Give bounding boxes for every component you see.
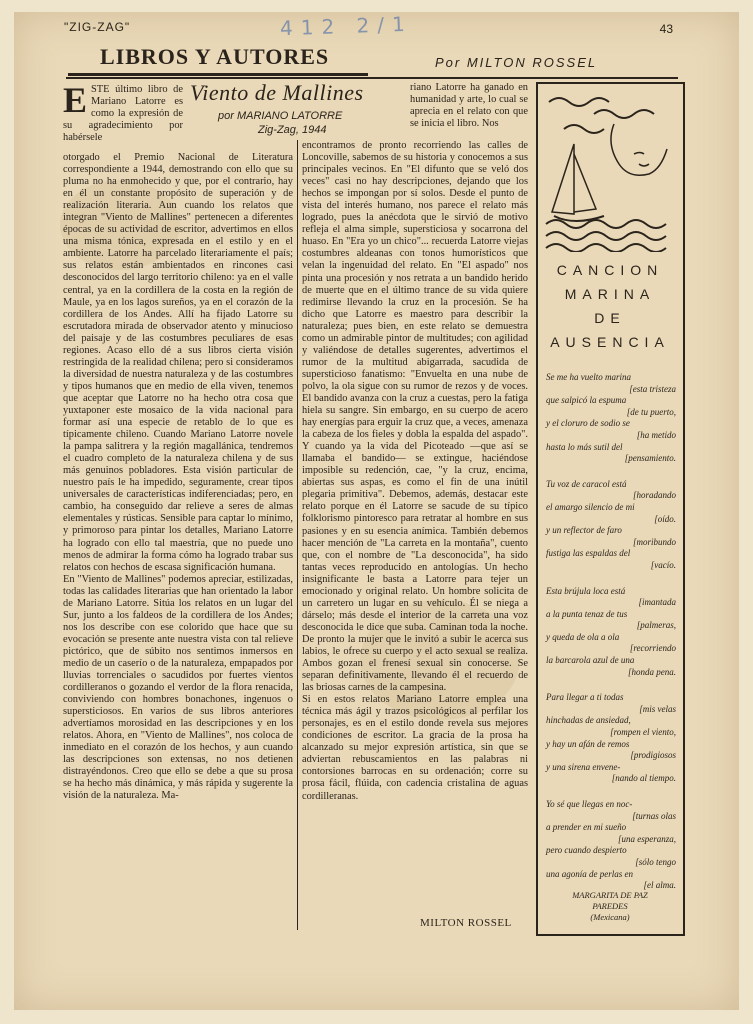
drop-cap: E [63, 80, 88, 120]
running-head: "ZIG-ZAG" [64, 20, 131, 34]
poem-line: [prodigiosos [630, 750, 676, 761]
poem-stanza [546, 692, 676, 785]
poem-line: hasta lo más sutil del [546, 441, 623, 452]
body-paragraph: Si en estos relatos Mariano Latorre emplea una técnica más ágil y trazos psicológicos al perfilar los personajes, es en el estilo donde revela sus mejores condiciones de escritor. La gracia de la prosa ha alcanzado su mejor expresión artística, sin que se adviertan rebuscamientos en las palabras ni contorsiones barrocas en su ordenación; corre su prosa fácil, flúida, con cadencia cristalina de aguas cordilleranas. [302, 694, 528, 802]
poem-line: y una sirena envene- [546, 761, 621, 772]
body-paragraph: En "Viento de Mallines" podemos apreciar, estilizadas, todas las calidades literarias que han orientado la labor de Mariano Latorre. Sitúa los relatos en un lugar del Sur, junto a los faldeos de la cordillera de los Andes; nos los describe con ese colorido que hace que su evocación se presente ante nuestra vista con tal relieve pictórico, que de súbito nos sentimos inmersos en medio de un caserío o de la naturaleza, empapados por lluvias torrenciales o sacudidos por fuertes vientos cordilleranos o gozando el verdor de la flora renacida, conviviendo con hombres bonachones, ingenuos o supersticiosos. En varios de sus libros anteriores advertíamos morosidad en las descripciones y en los relatos. Ahora, en "Viento de Mallines", nos coloca de inmediato en el corazón de los hechos, y aun cuando las descripciones son extensas, no nos detienen distrayéndonos. Creo que ello se debe a que su prosa se ha hecho más dinámica, y más rápida y sugerente la visión de la naturaleza. Ma- [63, 573, 293, 802]
poem-line: [palmeras, [636, 620, 676, 631]
poem-line: [horadando [632, 490, 676, 501]
poem-stanza [546, 799, 676, 892]
poem-line: [moribundo [632, 536, 676, 547]
poem-line: [nando al tiempo. [611, 773, 676, 784]
poem-line: [honda pena. [628, 666, 676, 677]
poet-country: (Mexicana) [590, 912, 630, 922]
handwritten-note: 412 2/1 [279, 11, 414, 41]
poem-line: [sólo tengo [635, 856, 676, 867]
poem-stanza [546, 479, 676, 572]
poem-title-line: AUSENCIA [550, 334, 670, 350]
poem-line: a la punta tenaz de tus [546, 608, 628, 619]
review-signature: MILTON ROSSEL [420, 917, 512, 929]
poem-line: [pensamiento. [624, 453, 676, 464]
column-byline: Por MILTON ROSSEL [435, 55, 598, 70]
poem-line: [vacío. [650, 559, 676, 570]
lead-text: STE último libro de Mariano Latorre es como la expresión de su agradecimiento por habérsele [63, 84, 183, 143]
poem-line: [recorriendo [629, 643, 676, 654]
review-author-line: por MARIANO LATORRE [218, 110, 343, 122]
poem-line: y queda de ola a ola [546, 631, 620, 642]
poem-line: el amargo silencio de mi [546, 501, 635, 512]
poem-line: [mis velas [639, 703, 676, 714]
body-paragraph: encontramos de pronto recorriendo las calles de Loncoville, sabemos de su historia y conocemos a sus principales vecinos. En "El difunto que se veló dos veces" casi no hay descripciones, dejando que los hechos se impongan por sí solos. Desde el punto de vista del interés humano, nos parece el relato más logrado, pues la anécdota que le sirvió de motivo refleja el alma simple, supersticiosa y socarrona del huaso. En "Era yo un chico"... recuerda Latorre viejas costumbres aldeanas con tonos humorísticos que velan la ingenuidad del relato. En "El aspado" nos pinta una procesión y nos retrata a un bandido herido de muerte que en el último trance de su vida quiere redimirse llevando la cruz en la procesión. Se ha dicho que Latorre es maestro para describir la naturaleza; pues bien, en este relato se demuestra como un admirable pintor de multitudes; con agilidad y valiéndose de detalles sugerentes, advertimos el rumor de la multitud abigarrada, sacudida de supersticioso fanatismo: "Envuelta en una nube de polvo, la ola sigue con su rumor de rezos y de voces. El bandido avanza con la cruz a cuestas, pero la fatiga hiela su sangre. Sin embargo, en su cuerpo de acero hay energías para erguir la cruz que, a veces, amenaza la cabeza de los fieles y dobla la espalda del aspado". Y cuando ya la vida del Picoteado —que así se llamaba el bandido— se extingue, haciéndose imposible su redención, cae, "y la cruz, encima, abiertas sus aspas, es como el fin de una inútil plegaria primitiva". Debemos, además, destacar este relato porque en él Latorre se sacude de su típico folklorismo pintoresco para retratar al hombre en sus pasiones y en su esencia anímica. También debemos hacer mención de "La carreta en la montaña", cuento que, con el nombre de "La desconocida", ha sido tantas veces reproducido en antologías. Un hecho insignificante le basta a Latorre para tejer un emocionado y original relato. Un hombre solicita de un carretero un lugar en su vehículo. Él se niega a dárselo; más desde el interior de la carreta una voz desconocida le dice que suba. Caminan toda la noche. De pronto la mujer que le invitó a subir le acerca sus labios, le ofrece su cuerpo y el acto sexual se realiza. Ambos gozan el frenesí sexual sin conocerse. Se separan definitivamente, llevando él el recuerdo de las briosas carnes de la campesina. [302, 140, 528, 694]
poem-line: [turnas olas [632, 810, 676, 821]
poem-line: la barcarola azul de una [546, 655, 635, 666]
poem-line: una agonía de perlas en [546, 868, 633, 879]
column-divider [297, 140, 298, 930]
poet-name: MARGARITA DE PAZ [572, 890, 648, 900]
poem-line: [una esperanza, [618, 833, 676, 844]
poem-stanza [546, 586, 676, 679]
sailboat-face-illustration [544, 84, 678, 252]
poem-line: Para llegar a ti todas [546, 692, 624, 703]
poem-line: [imantada [638, 597, 676, 608]
poem-line: hinchadas de ansiedad, [546, 715, 631, 726]
column-2-lead: riano Latorre ha ganado en humanidad y arte, lo cual se aprecia en el relato con que se inicia el libro. Nos [410, 82, 528, 130]
review-title: Viento de Mallines [190, 80, 364, 105]
lead-paragraph [63, 80, 183, 144]
poem-line: fustiga las espaldas del [546, 548, 631, 559]
poem-line: [el alma. [643, 880, 676, 891]
poem-line: [oído. [654, 513, 676, 524]
poet-surname: PAREDES [592, 901, 628, 911]
poem-line: Se me ha vuelto marina [546, 372, 631, 382]
poet-credit [545, 890, 675, 923]
poem-line: [esta tristeza [629, 383, 676, 394]
poem-title-line: MARINA [564, 286, 656, 302]
review-source-line: Zig-Zag, 1944 [258, 124, 327, 136]
poem-body [546, 372, 676, 906]
column-1 [63, 152, 293, 803]
poem-title [540, 258, 680, 354]
poem-line: y hay un afán de remos [546, 738, 630, 749]
header-rule [66, 77, 678, 79]
poem-stanza [546, 372, 676, 465]
column-2 [302, 140, 528, 803]
poem-line: y el cloruro de sodio se [546, 418, 630, 429]
poem-line: que salpicó la espuma [546, 395, 627, 406]
poem-line: [de tu puerto, [626, 406, 676, 417]
body-paragraph: otorgado el Premio Nacional de Literatura correspondiente a 1944, demostrando con ello que su pluma no ha enmohecido y que, por el contrario, hay en él un constante propósito de superación y de realización literaria. Aun cuando los relatos que integran "Viento de Mallines" pertenecen a diferentes épocas de su actividad de escritor, advertimos en ellos una misma tónica, expresada en el estilo y en el ambiente. Latorre ha parcelado literariamente el país; sus relatos están ambientados en rincones casi desconocidos del largo territorio chileno: ya en el valle central, ya en la cordillera de la costa en la región de Maule, ya en los lagos sureños, ya en el corazón de la cordillera de los Andes. Allí ha fijado Latorre su escrutadora mirada de observador atento y minucioso del paisaje y de las costumbres peculiares de esas regiones. Acaso ello dé a sus libros cierta visión restringida de la realidad chilena; pero si consideramos la diversidad de nuestra naturaleza y de las costumbres y tipos humanos que en medio de ella viven, tenemos que aceptar que Latorre no ha hecho otra cosa que yuxtaponer este mosaico de la vida nacional para formar así una especie de retablo de lo que es típicamente chileno. Cuando Mariano Latorre novele la pampa salitrera y la región magallánica, tendremos el cuadro completo de la naturaleza chilena y de sus más genuinos pobladores. Esta visión particular de nuestro país le ha impedido, seguramente, crear tipos universales de características indiferenciadas; pero, en cambio, ha conseguido dar relieve a seres de almas elementales y rústicas. Sensible para captar lo mínimo, y primoroso para pintar los detalles, Mariano Latorre ha logrado con ello tal maestría, que no puede uno menos de admirar la forma cómo ha logrado trabar sus relatos con hechos de escasa significación humana. [63, 152, 293, 573]
poem-line: pero cuando despierto [546, 845, 627, 856]
section-masthead: LIBROS Y AUTORES [100, 44, 330, 69]
poem-title-line: CANCION [556, 262, 664, 278]
poem-line: Esta brújula loca está [546, 585, 626, 596]
poem-line: Tu voz de caracol está [546, 478, 627, 489]
poem-line: [ha metido [636, 429, 676, 440]
poem-title-line: DE [594, 310, 626, 326]
poem-line: a prender en mi sueño [546, 822, 627, 833]
poem-line: Yo sé que llegas en noc- [546, 799, 633, 809]
page-number: 43 [659, 22, 673, 36]
poem-line: y un reflector de faro [546, 525, 622, 536]
poem-line: [rompen el viento, [610, 727, 676, 738]
